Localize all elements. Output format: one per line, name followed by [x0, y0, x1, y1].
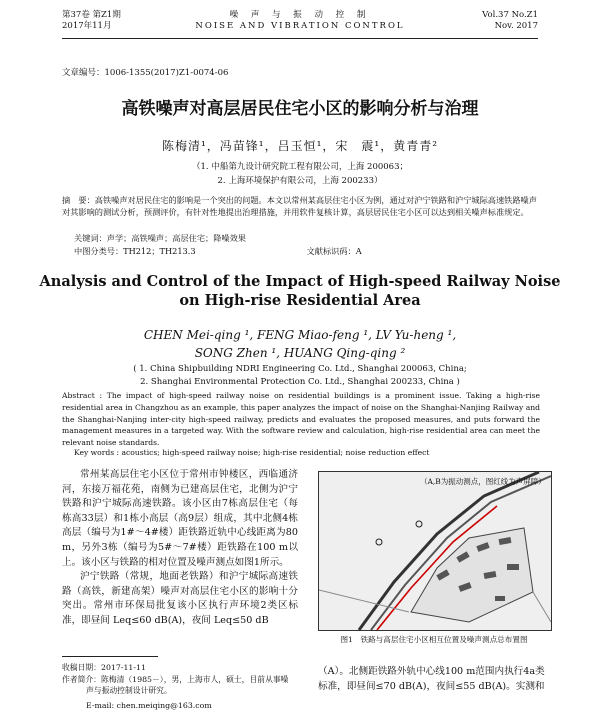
affiliation-en-1: ( 1. China Shipbuilding NDRI Engineering Co. Ltd., Shanghai 200063, China;: [133, 364, 467, 374]
article-number: 文章编号：1006-1355(2017)Z1-0074-06: [62, 68, 229, 78]
figure-caption: 图1 铁路与高层住宅小区相互位置及噪声测点总布置图: [340, 635, 528, 644]
title-en: [0, 272, 600, 310]
title-en-line2: on High-rise Residential Area: [179, 292, 421, 309]
body-left-column: [62, 468, 298, 629]
figure-subcaption: （A,B为振动测点，图红线为声屏障）: [420, 477, 546, 486]
clc-number: 中图分类号：TH212；TH213.3: [74, 246, 196, 256]
authors-cn: 陈梅清¹，冯苗锋¹，吕玉恒¹，宋 震¹，黄青青²: [161, 139, 439, 153]
volume-cn: 第37卷 第Z1期: [62, 10, 121, 20]
body-right-column: （A）。北侧距铁路外轨中心线100 m范围内执行4a类标准，即昼间≤70 dB(A)，夜间≤55 dB(A)。实测和: [318, 666, 545, 692]
date-cn: 2017年11月: [62, 21, 112, 31]
authors-en: [0, 326, 600, 362]
classification: [74, 246, 474, 257]
site-plan-map-icon: [319, 472, 551, 630]
header-center: [62, 10, 538, 32]
title-cn: 高铁噪声对高层居民住宅小区的影响分析与治理: [121, 99, 479, 119]
header-rule: [62, 38, 538, 39]
title-en-line1: Analysis and Control of the Impact of High-speed Railway Noise: [39, 273, 561, 290]
document-code: 文献标识码：A: [306, 246, 362, 256]
site-plan-map: [318, 471, 552, 631]
abstract-cn: 摘 要：高铁噪声对居民住宅的影响是一个突出的问题。本文以常州某高层住宅小区为例，通过对沪宁铁路和沪宁城际高速铁路噪声对其影响的测试分析，预测评价，有针对性地提出治理措施，并用软件复核计算，高层居民住宅小区可以达到相关噪声标准规定。: [62, 195, 537, 217]
affiliation-cn-2: 2. 上海环境保护有限公司，上海 200233）: [217, 176, 383, 186]
authors-en-line1: CHEN Mei-qing ¹, FENG Miao-feng ¹, LV Yu-heng ¹,: [143, 328, 457, 342]
running-header: [62, 10, 538, 40]
keywords-cn: 关键词：声学；高铁噪声；高层住宅；降噪效果: [74, 233, 246, 243]
body-paragraph: 常州某高层住宅小区位于常州市钟楼区，西临通济河，东接万福花苑，南侧为已建高层住宅，北侧为沪宁铁路和沪宁城际高速铁路。该小区由7栋高层住宅（每栋高33层）和1栋小高层（高9层）组成，其中北侧4栋高层（编号为1#～4#楼）距铁路近轨中心线距离为80 m，另外3栋（编号为5#～7#楼）距铁路在100 m以上。该小区与铁路的相对位置及噪声测点如图1所示。: [62, 469, 298, 568]
received-date: 收稿日期：2017-11-11: [62, 663, 146, 672]
affiliation-en-2: 2. Shanghai Environmental Protection Co. Ltd., Shanghai 200233, China ): [140, 377, 460, 387]
author-bio-1: 作者简介：陈梅清（1985－），男，上海市人，硕士，目前从事噪: [62, 675, 289, 684]
header-right: [482, 10, 538, 32]
journal-en: NOISE AND VIBRATION CONTROL: [195, 21, 405, 31]
footnote-rule: [62, 656, 158, 657]
volume-en: Vol.37 No.Z1: [482, 10, 538, 20]
date-en: Nov. 2017: [494, 21, 538, 31]
journal-cn: 噪 声 与 振 动 控 制: [229, 10, 371, 20]
author-email: E-mail: chen.meiqing@163.com: [86, 701, 212, 710]
author-bio-2: 声与振动控制设计研究。: [86, 686, 172, 695]
keywords-en: Key words : acoustics; high-speed railway noise; high-rise residential; noise reduction effect: [74, 448, 430, 457]
body-paragraph: 沪宁铁路（常规，地面老铁路）和沪宁城际高速铁路（高铁，新建高架）噪声对高层住宅小区的影响十分突出。常州市环保局批复该小区执行声环境2类区标准，即昼间 Leq≤60 dB(A)，夜间 Leq≤50 dB: [62, 571, 298, 626]
affiliation-cn-1: （1. 中船第九设计研究院工程有限公司，上海 200063；: [192, 162, 408, 172]
authors-en-line2: SONG Zhen ¹, HUANG Qing-qing ²: [194, 346, 406, 360]
abstract-en: Abstract : The impact of high-speed railway noise on residential buildings is a prominent issue. Taking a high-rise residential area in Changzhou as an example, this paper analyzes the impact of noise on the Shanghai-Nanjing Railway and the Shanghai-Nanjing inter-city high-speed railway, predicts and evaluates the proposed measures, and puts forward the management measures in a targeted way. With the software review and calculation, high-rise residential area can meet the relevant noise standards.: [62, 391, 540, 448]
